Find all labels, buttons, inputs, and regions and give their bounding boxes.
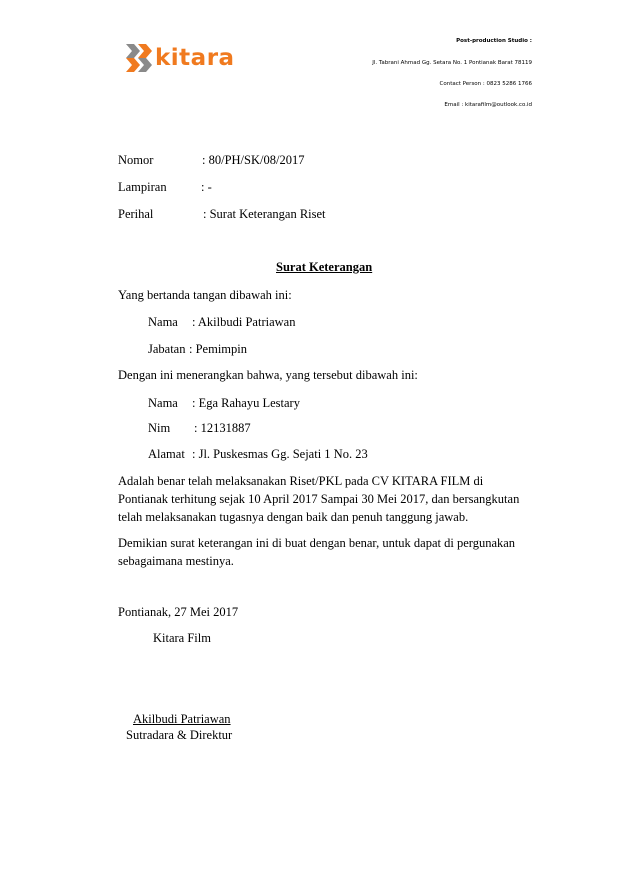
subject-nama-value: : Ega Rahayu Lestary: [192, 396, 300, 410]
body-line-2: Pontianak terhitung sejak 10 April 2017 Sampai 30 Mei 2017, dan bersangkutan: [118, 492, 520, 506]
body-line-1: Adalah benar telah melaksanakan Riset/PKL pada CV KITARA FILM di: [118, 474, 484, 488]
subject-alamat-value: : Jl. Puskesmas Gg. Sejati 1 No. 23: [192, 447, 368, 461]
signer-jabatan-value: : Pemimpin: [189, 342, 247, 356]
intro-text: Yang bertanda tangan dibawah ini:: [118, 288, 292, 302]
header-address: Jl. Tabrani Ahmad Gg. Setara No. 1 Pontianak Barat 78119: [372, 60, 532, 66]
company-logo: [124, 40, 244, 80]
letter-title: Surat Keterangan: [276, 260, 373, 274]
header-email: Email : kitarafilm@outlook.co.id: [444, 102, 532, 108]
meta-nomor-value: : 80/PH/SK/08/2017: [202, 153, 305, 167]
signer-nama-value: : Akilbudi Patriawan: [192, 315, 296, 329]
closing-line-2: sebagaimana mestinya.: [118, 554, 234, 568]
signature-name: Akilbudi Patriawan: [133, 712, 231, 726]
signer-jabatan-label: Jabatan: [148, 342, 186, 356]
closing-line-1: Demikian surat keterangan ini di buat dengan benar, untuk dapat di pergunakan: [118, 536, 516, 550]
subject-nim-value: : 12131887: [194, 421, 251, 435]
header-studio: Post-production Studio :: [456, 38, 532, 44]
kitara-arrows-icon: [124, 40, 156, 76]
meta-nomor-label: Nomor: [118, 153, 154, 167]
subject-nim-label: Nim: [148, 421, 171, 435]
meta-lampiran-value: : -: [201, 180, 212, 194]
company-name: Kitara Film: [153, 631, 211, 645]
signer-nama-label: Nama: [148, 315, 178, 329]
signature-position: Sutradara & Direktur: [126, 728, 233, 742]
meta-perihal-label: Perihal: [118, 207, 154, 221]
meta-perihal-value: : Surat Keterangan Riset: [203, 207, 326, 221]
meta-lampiran-label: Lampiran: [118, 180, 167, 194]
statement-text: Dengan ini menerangkan bahwa, yang tersebut dibawah ini:: [118, 368, 418, 382]
header-contact: Contact Person : 0823 5286 1766: [439, 81, 532, 87]
place-date: Pontianak, 27 Mei 2017: [118, 605, 239, 619]
logo-text: kitara: [155, 45, 235, 71]
subject-alamat-label: Alamat: [148, 447, 185, 461]
body-line-3: telah melaksanakan tugasnya dengan baik dan penuh tanggung jawab.: [118, 510, 469, 524]
subject-nama-label: Nama: [148, 396, 178, 410]
